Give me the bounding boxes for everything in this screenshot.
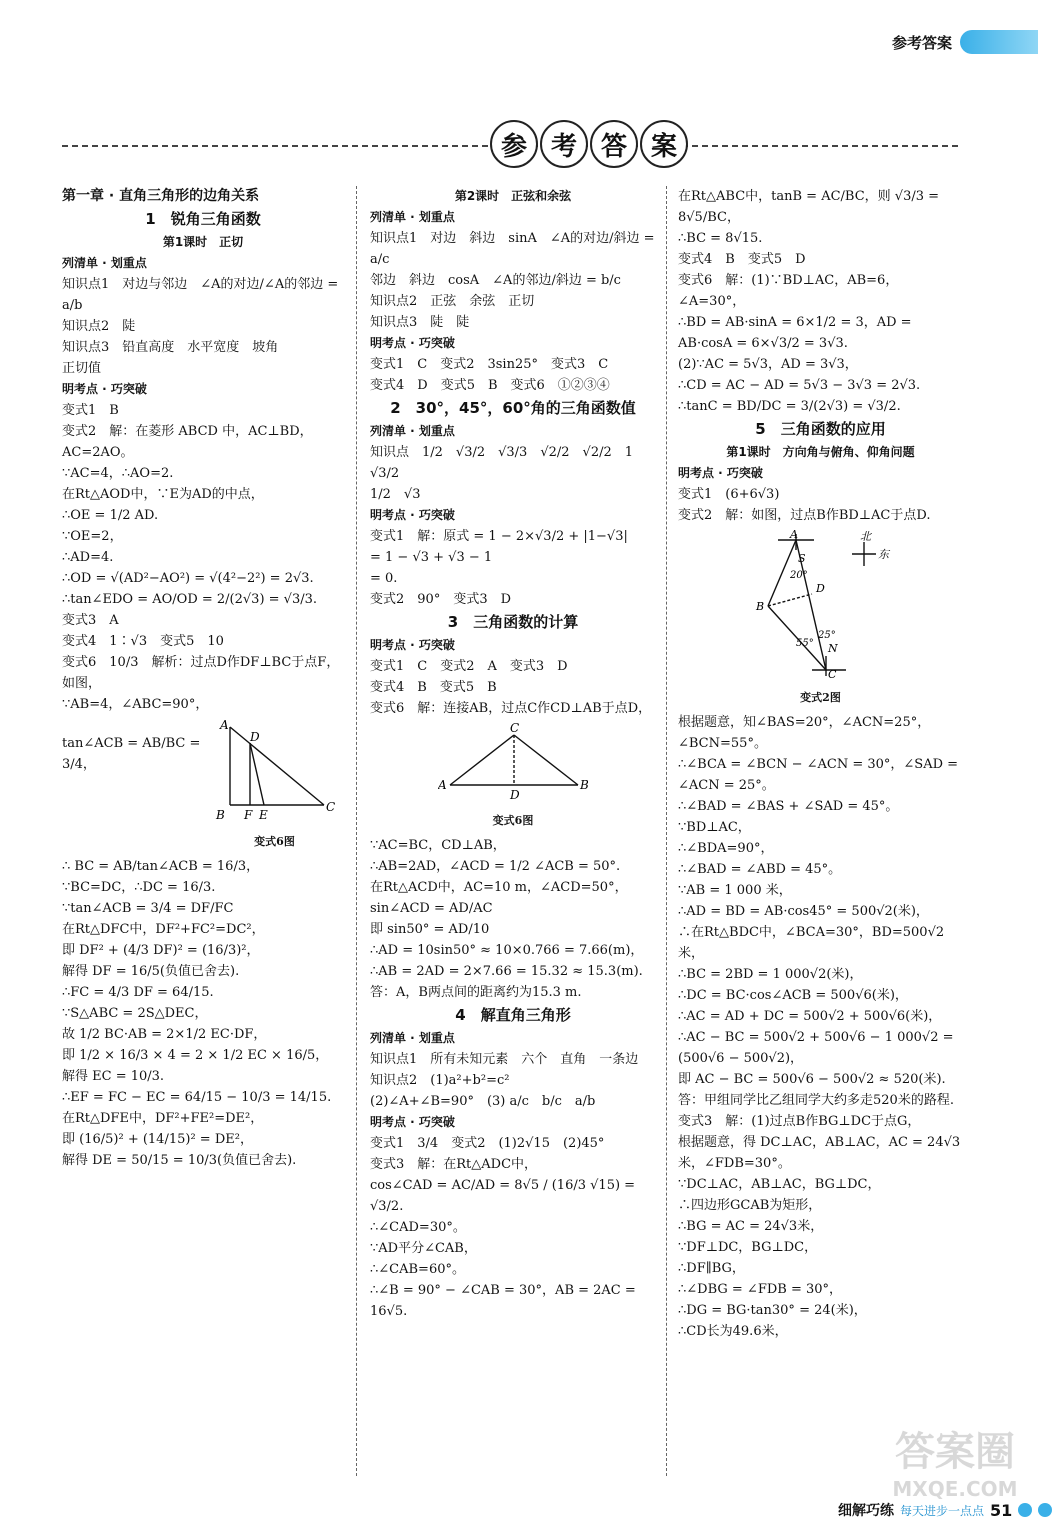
section-label: 列清单 · 划重点 — [62, 256, 147, 270]
answer-line: ∴∠BAD = ∠ABD = 45°。 — [678, 862, 842, 877]
answer-line: 邻边 斜边 cosA ∠A的邻边/斜边 = b/c — [370, 273, 621, 288]
answer-line: ∴AD = 10sin50° ≈ 10×0.766 = 7.66(m)， — [370, 943, 644, 958]
edge-ac — [230, 727, 324, 805]
answer-line: ∴FC = 4/3 DF = 64/15. — [62, 985, 214, 1000]
section-label: 列清单 · 划重点 — [370, 1031, 455, 1045]
answer-line: 1/2 √3 — [370, 487, 421, 502]
heading: 第一章 · 直角三角形的边角关系 — [62, 188, 260, 204]
heading: 1 锐角三角函数 — [145, 210, 261, 228]
figure-6b-svg — [438, 723, 588, 803]
answer-line: 解得 DE = 50/15 = 10/3(负值已舍去). — [62, 1153, 297, 1168]
answer-line: 正切值 — [62, 361, 102, 376]
answer-line: ∴CD长为49.6米， — [678, 1324, 788, 1339]
answer-line: 变式4 D 变式5 B 变式6 ①②③④ — [370, 378, 610, 393]
label-a: A — [789, 530, 798, 541]
answer-line: 即 sin50° = AD/10 — [370, 922, 490, 937]
answer-line: 变式1 3/4 变式2 (1)2√15 (2)45° — [370, 1136, 605, 1151]
answer-line: 变式2 解：如图，过点B作BD⊥AC于点D. — [678, 508, 931, 523]
heading: 第2课时 正弦和余弦 — [454, 189, 572, 203]
answer-line: 知识点1 对边与邻边 ∠A的对边/∠A的邻边 = a/b — [62, 277, 343, 313]
answer-line: cos∠CAD = AC/AD = 8√5 / (16/3 √15) = √3/2. — [370, 1178, 640, 1214]
answer-line: 即 (16/5)² + (14/15)² = DE²， — [62, 1132, 253, 1147]
answer-column-2 — [370, 186, 659, 1322]
figure-fig6a — [62, 719, 344, 852]
answer-line: 知识点2 正弦 余弦 正切 — [370, 294, 535, 309]
footer-slogan: 每天进步一点点 — [900, 1503, 985, 1518]
answer-banner — [62, 112, 958, 180]
answer-line: ∵AC=BC，CD⊥AB， — [370, 838, 506, 853]
answer-line: 变式1 C 变式2 3sin25° 变式3 C — [370, 357, 609, 372]
answer-line: 知识点1 对边 斜边 sinA ∠A的对边/斜边 = a/c — [370, 231, 659, 267]
section-label: 明考点 · 巧突破 — [62, 382, 147, 396]
answer-line: 变式6 解：(1)∵BD⊥AC，AB=6，∠A=30°， — [678, 273, 899, 309]
answer-line: ∵DF⊥DC，BG⊥DC， — [678, 1240, 818, 1255]
angle-55: 55° — [795, 638, 814, 649]
answer-line: ∴∠CAB=60°。 — [370, 1262, 465, 1277]
answer-line: ∴EF = FC − EC = 64/15 − 10/3 = 14/15. — [62, 1090, 332, 1105]
answer-line: ∴四边形GCAB为矩形， — [678, 1198, 822, 1213]
answer-line: ∴AC − BC = 500√2 + 500√6 − 1 000√2 = (500√6 − 500√2)， — [678, 1030, 958, 1066]
answer-line: sin∠ACD = AD/AC — [370, 901, 493, 916]
answer-line: ∴AB=2AD，∠ACD = 1/2 ∠ACB = 50°. — [370, 859, 621, 874]
answer-line: ∵tan∠ACB = 3/4 = DF/FC — [62, 901, 234, 916]
heading: 4 解直角三角形 — [455, 1006, 571, 1024]
label-a: A — [438, 778, 447, 792]
answer-line: 变式1 C 变式2 A 变式3 D — [370, 659, 568, 674]
figure-caption: 变式6图 — [492, 814, 534, 827]
footer-dot-icon — [1038, 1503, 1052, 1517]
answer-line: 变式4 1∶√3 变式5 10 — [62, 634, 224, 649]
label-d: D — [815, 582, 825, 595]
answer-line: ∴CD = AC − AD = 5√3 − 3√3 = 2√3. — [678, 378, 921, 393]
answer-line: ∴AC = AD + DC = 500√2 + 500√6(米)， — [678, 1009, 942, 1024]
heading: 第1课时 方向角与俯角、仰角问题 — [726, 445, 915, 459]
answer-line: ∴DC = BC·cos∠ACB = 500√6(米)， — [678, 988, 908, 1003]
answer-line: ∴∠BAD = ∠BAS + ∠SAD = 45°。 — [678, 799, 899, 814]
answer-line: ∴AD=4. — [62, 550, 114, 565]
heading: 第1课时 正切 — [162, 235, 244, 249]
answer-line: ∴tanC = BD/DC = 3/(2√3) = √3/2. — [678, 399, 901, 414]
figure-6-svg — [212, 719, 337, 824]
section-label: 明考点 · 巧突破 — [370, 336, 455, 350]
label-c: C — [326, 800, 336, 814]
figure-caption: 变式2图 — [800, 691, 841, 704]
answer-line: ∵AB=4，∠ABC=90°， — [62, 697, 209, 712]
heading: 5 三角函数的应用 — [755, 420, 886, 438]
figure-fig2 — [678, 530, 963, 708]
header-tag — [892, 30, 1038, 54]
answer-line: 答：A，B两点间的距离约为15.3 m. — [370, 985, 582, 1000]
answer-line: = 0. — [370, 571, 398, 586]
answer-line: ∴DG = BG·tan30° = 24(米)， — [678, 1303, 867, 1318]
answer-line: ∵DC⊥AC，AB⊥AC，BG⊥DC， — [678, 1177, 881, 1192]
figure-fig6b — [370, 723, 656, 831]
answer-line: ∵OE=2， — [62, 529, 123, 544]
answer-line: 变式4 B 变式5 D — [678, 252, 806, 267]
answer-line: 在Rt△ACD中，AC=10 m，∠ACD=50°， — [370, 880, 628, 895]
answer-line: 知识点1 所有未知元素 六个 直角 一条边 — [370, 1052, 639, 1067]
answer-line: 解得 DF = 16/5(负值已舍去). — [62, 964, 240, 979]
answer-line: 答：甲组同学比乙组同学大约多走520米的路程. — [678, 1093, 954, 1108]
label-c: C — [827, 668, 836, 680]
answer-line: 在Rt△AOD中，∵E为AD的中点， — [62, 487, 264, 502]
answer-line: 变式2 解：在菱形 ABCD 中，AC⊥BD，AC=2AO。 — [62, 424, 313, 460]
answer-line: 故 1/2 BC·AB = 2×1/2 EC·DF， — [62, 1027, 267, 1042]
answer-line: 变式3 解：(1)过点B作BG⊥DC于点G， — [678, 1114, 921, 1129]
answer-line: ∴∠B = 90° − ∠CAB = 30°，AB = 2AC = 16√5. — [370, 1283, 640, 1319]
section-label: 明考点 · 巧突破 — [370, 1115, 455, 1129]
section-label: 列清单 · 划重点 — [370, 210, 455, 224]
answer-line: 知识点2 陡 — [62, 319, 136, 334]
label-n: N — [827, 642, 838, 655]
answer-line: (2)∵AC = 5√3，AD = 3√3， — [678, 357, 858, 372]
heading: 2 30°，45°，60°角的三角函数值 — [390, 399, 636, 417]
answer-line: 变式6 解：连接AB，过点C作CD⊥AB于点D， — [370, 701, 652, 716]
answer-line: 变式1 B — [62, 403, 119, 418]
edge-de — [250, 743, 264, 805]
answer-line: 变式3 A — [62, 613, 119, 628]
answer-line: ∴∠CAD=30°。 — [370, 1220, 466, 1235]
label-d: D — [250, 730, 260, 744]
watermark-small: MXQE.COM — [892, 1477, 1018, 1501]
angle-25: 25° — [817, 630, 836, 641]
label-b: B — [216, 808, 225, 822]
banner-char: 考 — [540, 120, 588, 168]
figure-2-svg — [746, 530, 896, 680]
answer-line: 变式6 10/3 解析：过点D作DF⊥BC于点F，如图， — [62, 655, 340, 691]
answer-line: ∴∠BDA=90°， — [678, 841, 774, 856]
answer-line: ∴BG = AC = 24√3米， — [678, 1219, 824, 1234]
angle-20: 20° — [789, 570, 808, 581]
answer-line: = 1 − √3 + √3 − 1 — [370, 550, 493, 565]
answer-line: 变式1 (6+6√3) — [678, 487, 780, 502]
edge-bc — [514, 735, 578, 785]
edge-bd — [768, 594, 812, 606]
answer-line: ∴OE = 1/2 AD. — [62, 508, 159, 523]
answer-column-3 — [678, 186, 963, 1342]
edge-ac — [450, 735, 514, 785]
figure-box — [212, 719, 337, 852]
figure-side-text: tan∠ACB = AB/BC = 3/4， — [62, 736, 201, 772]
answer-line: ∴AD = BD = AB·cos45° = 500√2(米)， — [678, 904, 929, 919]
answer-line: ∴∠BCA = ∠BCN − ∠ACN = 30°，∠SAD = ∠ACN = 25°。 — [678, 757, 963, 793]
answer-line: ∴BC = 8√15. — [678, 231, 763, 246]
answer-line: ∴DF∥BG， — [678, 1261, 745, 1276]
section-label: 明考点 · 巧突破 — [678, 466, 763, 480]
answer-line: 在Rt△ABC中，tanB = AC/BC，则 √3/3 = 8√5/BC， — [678, 189, 944, 225]
label-f: F — [244, 808, 253, 822]
answer-line: ∴在Rt△BDC中，∠BCA=30°，BD=500√2米， — [678, 925, 945, 961]
answer-line: ∴OD = √(AD²−AO²) = √(4²−2²) = 2√3. — [62, 571, 314, 586]
answer-line: (2)∠A+∠B=90° (3) a/c b/c a/b — [370, 1094, 596, 1109]
answer-line: 在Rt△DFE中，DF²+FE²=DE²， — [62, 1111, 264, 1126]
banner-char: 参 — [490, 120, 538, 168]
label-c: C — [510, 723, 520, 735]
answer-line: ∵AD平分∠CAB， — [370, 1241, 477, 1256]
footer-brand: 细解巧练 — [838, 1503, 894, 1519]
column-divider — [666, 186, 667, 1476]
label-a: A — [220, 719, 229, 732]
heading: 3 三角函数的计算 — [447, 613, 579, 631]
answer-line: ∴tan∠EDO = AO/OD = 2/(2√3) = √3/3. — [62, 592, 318, 607]
answer-line: ∵BD⊥AC， — [678, 820, 751, 835]
answer-line: 知识点 1/2 √3/2 √3/3 √2/2 √2/2 1 √3/2 — [370, 445, 647, 481]
answer-line: 变式4 B 变式5 B — [370, 680, 497, 695]
section-label: 明考点 · 巧突破 — [370, 638, 455, 652]
page-number: 51 — [990, 1500, 1013, 1520]
answer-line: 在Rt△DFC中，DF²+FC²=DC²， — [62, 922, 265, 937]
answer-line: 根据题意，得 DC⊥AC，AB⊥AC，AC = 24√3米，∠FDB=30°。 — [678, 1135, 961, 1171]
answer-line: ∴ BC = AB/tan∠ACB = 16/3， — [62, 859, 260, 874]
answer-line: 知识点2 (1)a²+b²=c² — [370, 1073, 510, 1088]
label-e: E — [259, 808, 268, 822]
answer-column-1 — [62, 186, 344, 1171]
watermark — [880, 1420, 1030, 1520]
answer-line: ∵AB = 1 000 米， — [678, 883, 792, 898]
label-north: 北 — [859, 530, 871, 543]
column-divider — [356, 186, 357, 1476]
answer-line: 解得 EC = 10/3. — [62, 1069, 165, 1084]
section-label: 列清单 · 划重点 — [370, 424, 455, 438]
answer-line: 知识点3 陡 陡 — [370, 315, 470, 330]
answer-line: 变式1 解：原式 = 1 − 2×√3/2 + |1−√3| — [370, 529, 628, 544]
answer-line: 即 1/2 × 16/3 × 4 = 2 × 1/2 EC × 16/5， — [62, 1048, 329, 1063]
label-b: B — [755, 600, 764, 613]
answer-line: ∵BC=DC，∴DC = 16/3. — [62, 880, 216, 895]
label-d: D — [510, 788, 520, 802]
answer-line: ∴BC = 2BD = 1 000√2(米)， — [678, 967, 863, 982]
watermark-big: 答案圈 — [895, 1429, 1015, 1475]
label-b: B — [580, 778, 588, 792]
label-s: S — [797, 552, 806, 565]
answer-line: ∴AB = 2AD = 2×7.66 = 15.32 ≈ 15.3(m). — [370, 964, 643, 979]
banner-char: 案 — [640, 120, 688, 168]
figure-caption: 变式6图 — [254, 835, 295, 848]
banner-chars — [490, 120, 688, 168]
answer-line: 根据题意，知∠BAS=20°，∠ACN=25°，∠BCN=55°。 — [678, 715, 931, 751]
answer-line: ∴∠DBG = ∠FDB = 30°， — [678, 1282, 843, 1297]
header-tag-text: 参考答案 — [891, 33, 952, 52]
answer-line: 变式2 90° 变式3 D — [370, 592, 512, 607]
answer-line: 变式3 解：在Rt△ADC中， — [370, 1157, 538, 1172]
banner-char: 答 — [590, 120, 638, 168]
answer-line: 知识点3 铅直高度 水平宽度 坡角 — [62, 340, 279, 355]
answer-line: ∴BD = AB·sinA = 6×1/2 = 3，AD = AB·cosA = 6×√3/2 = 3√3. — [678, 315, 916, 351]
answer-line: 即 AC − BC = 500√6 − 500√2 ≈ 520(米). — [678, 1072, 946, 1087]
header-tag-pill — [960, 30, 1038, 54]
answer-line: 即 DF² + (4/3 DF)² = (16/3)²， — [62, 943, 260, 958]
answer-line: ∵S△ABC = 2S△DEC， — [62, 1006, 208, 1021]
answer-line: ∵AC=4，∴AO=2. — [62, 466, 174, 481]
label-east: 东 — [877, 548, 889, 561]
section-label: 明考点 · 巧突破 — [370, 508, 455, 522]
